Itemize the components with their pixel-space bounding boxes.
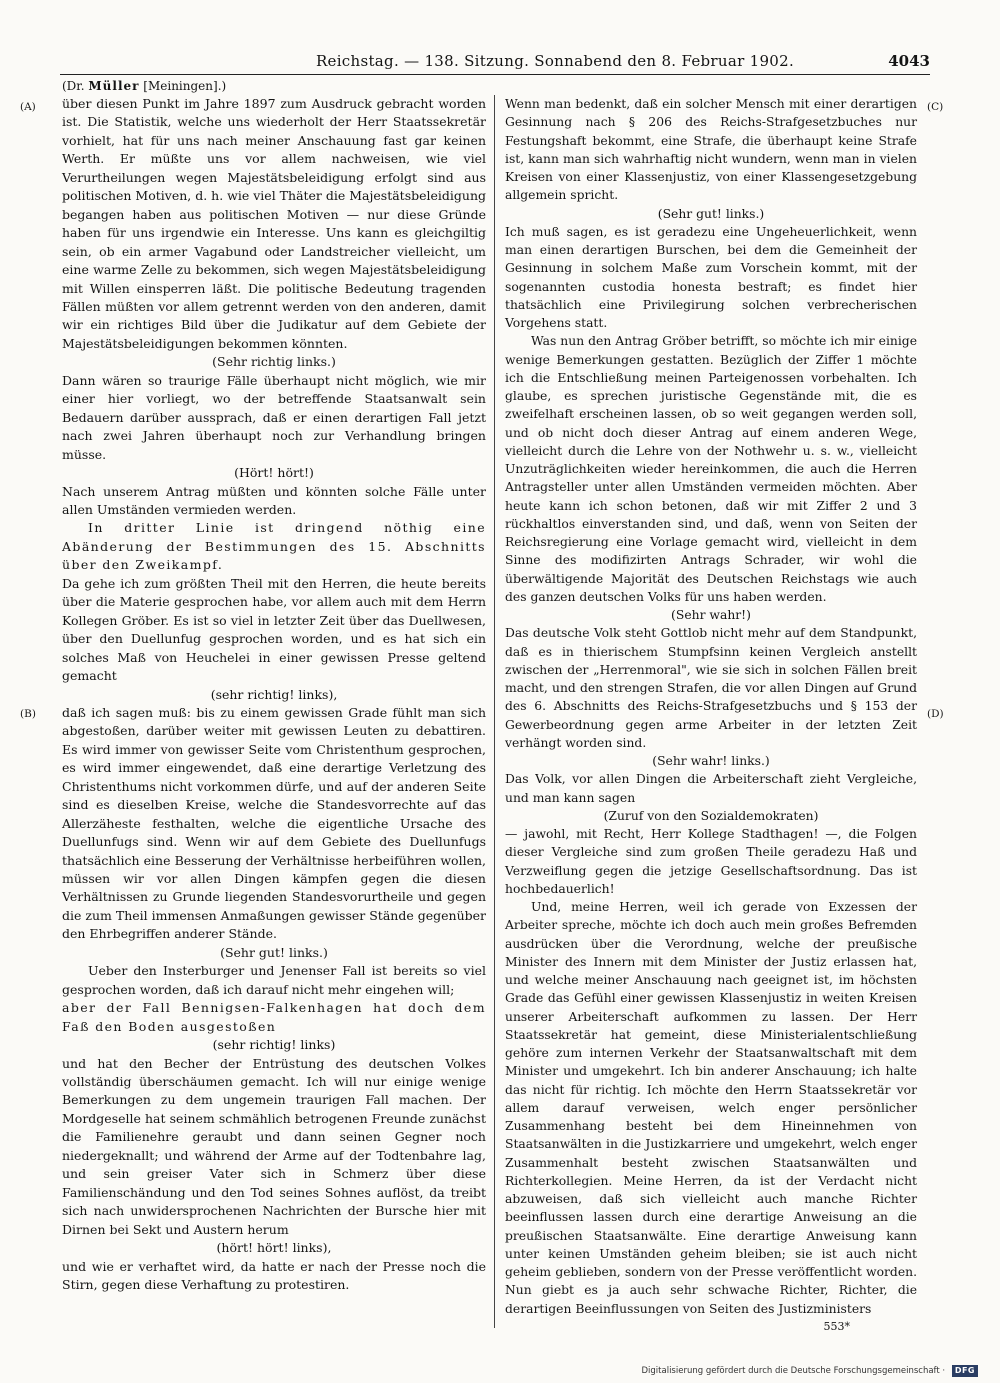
paragraph: Und, meine Herren, weil ich gerade von Exzessen der Arbeiter spreche, möchte ich doch auch mein großes Befremden ausdrücken über die Verordnung, welche der preußische Minister des Innern mit dem Minister der Justiz erlassen hat, und welche meiner Anschauung nach geeignet ist, im höchsten Grade das Gefühl einer gewissen Klassenjustiz in weiten Kreisen unserer Arbeiterschaft aufkommen zu lassen. Der Herr Staatssekretär hat gemeint, diese Ministerialentschließung gehöre zum internen Verkehr der Staatsanwaltschaft mit dem Minister und umgekehrt. Ich bin anderer Anschauung; ich halte das nicht für richtig. Ich möchte den Herrn Staatssekretär vor allem darauf verweisen, welch enger persönlicher Zusammenhang besteht bei dem Hineinnehmen von Staatsanwälten in die Justizkarriere und umgekehrt, welch enger Zusammenhalt besteht zwischen Staatsanwälten und Richterkollegien. Meine Herren, da ist der Verdacht nicht abzuweisen, daß sich vielleicht auch manche Richter beeinflussen lassen durch eine derartige Anweisung an die preußischen Staatsanwälte. Eine derartige Anweisung kann unter keinen Umständen geheim bleiben; sie ist auch nicht geheim geblieben, sondern von der Presse veröffentlicht worden. Nun giebt es ja auch sehr schwache Richter, Richter, die derartigen Beeinflussungen von Seiten des Justizministers [505, 900, 917, 1316]
page-number: 4043 [888, 52, 930, 70]
interjection: (Sehr gut! links.) [220, 944, 328, 960]
margin-mark-a: (A) [20, 101, 36, 113]
interjection: (Sehr gut! links.) [657, 206, 765, 221]
interjection: (Zuruf von den Sozialdemokraten) [603, 808, 819, 823]
interjection: (Sehr richtig links.) [212, 354, 336, 370]
paragraph: Das Volk, vor allen Dingen die Arbeiterschaft zieht Vergleiche, und man kann sagen [505, 772, 917, 805]
paragraph: Was nun den Antrag Gröber betrifft, so möchte ich mir einige wenige Bemerkungen gestatten. Bezüglich der Ziffer 1 möchte ich die Entschließung meinen Parteigenossen vorbehalten. Ich glaube, es sprechen juristische Gegenstände mit, die es zweifelhaft erscheinen lassen, ob so weit gegangen werden soll, und ob nicht doch dieser Antrag auf einem anderen Wege, vielleicht durch die Lehre von der Nothwehr u. s. w., vielleicht Unzuträglichkeiten wieder hereinkommen, die auch die Herren Antragsteller unter allen Umständen vermeiden möchten. Aber heute kann ich schon betonen, daß wir mit Ziffer 2 und 3 rückhaltlos einverstanden sind, und daß, wenn von Seiten der Reichsregierung eine Vorlage gemacht wird, vielleicht in dem Sinne des modifizirten Antrags Schrader, wir wohl die überwältigende Majorität des Deutschen Reichstags wie auch des ganzen deutschen Volks für uns haben werden. [505, 334, 917, 604]
signature-mark: 553* [823, 1320, 850, 1333]
margin-mark-c: (C) [927, 101, 944, 113]
speaker-name: Müller [88, 79, 140, 93]
interjection: (Sehr wahr! links.) [652, 754, 770, 768]
interjection: (hört! hört! links), [216, 1240, 332, 1256]
paragraph: Da gehe ich zum größten Theil mit den Herren, die heute bereits über die Materie gesprochen habe, vor allem auch mit dem Herrn Kollegen Gröber. Es ist so viel in letzter Zeit über das Duellwesen, über den Duellunfug gesprochen worden, und es hat sich ein solches Maß von Heuchelei in einer gewissen Presse geltend gemacht [62, 575, 486, 684]
footer-text: Digitalisierung gefördert durch die Deutsche Forschungsgemeinschaft · [641, 1366, 946, 1376]
page-header [60, 48, 930, 75]
paragraph: über diesen Punkt im Jahre 1897 zum Ausdruck gebracht worden ist. Die Statistik, welche uns wiederholt der Herr Staatssekretär vorhielt, hat für uns nach meiner Anschauung fast gar keinen Werth. Er müßte uns vor allem nachweisen, wie viel Verurtheilungen wegen Majestätsbeleidigung erfolgt sind aus politischen Motiven, d. h. wie viel Thäter die Majestätsbeleidigung begangen haben aus politischen Motiven — nur diese Gründe haben für uns irgendwie ein Interesse. Uns kann es gleichgiltig sein, ob ein armer Vagabund oder Landstreicher vielleicht, um eine warme Zelle zu bekommen, sich wegen Majestätsbeleidigung mit Willen einsperren läßt. Die politische Bedeutung tragenden Fällen müßten vor allem getrennt werden von den anderen, damit wir ein richtiges Bild über die Judikatur auf dem Gebiete der Majestätsbeleidigungen bekommen könnten. [62, 96, 487, 351]
speaker-line [62, 78, 226, 94]
margin-mark-b: (B) [20, 708, 36, 720]
paragraph: — jawohl, mit Recht, Herr Kollege Stadthagen! —, die Folgen dieser Vergleiche sind zum großen Theile geradezu Haß und Verzweiflung gegen die jetzige Gesellschaftsordnung. Das ist hochbedauerlich! [505, 827, 917, 896]
interjection: (sehr richtig! links), [210, 686, 338, 702]
speaker-suffix: [Meiningen].) [143, 79, 227, 93]
margin-mark-d: (D) [927, 708, 944, 720]
paragraph: Dann wären so traurige Fälle überhaupt nicht möglich, wie mir einer hier vorliegt, wo der betreffende Staatsanwalt sein Bedauern darüber aussprach, daß er einen derartigen Fall jetzt nach zwei Jahren überhaupt noch zur Verhandlung bringen müsse. [62, 372, 486, 462]
left-column [62, 95, 486, 1294]
paragraph: daß ich sagen muß: bis zu einem gewissen Grade fühlt man sich abgestoßen, darüber weiter mit gewissen Leuten zu debattiren. Es wird immer von gewisser Seite vom Christenthum gesprochen, es wird immer eingewendet, daß eine derartige Verletzung des Christenthums nicht vorkommen dürfe, und auf der anderen Seite sind es dieselben Kreise, welche die Standesvorrechte auf das Allerzäheste festhalten, welche die eigentliche Ursache des Duellunfugs sind. Wenn wir auf dem Gebiete des Duellunfugs thatsächlich eine Besserung der Verhältnisse herbeiführen wollen, müssen wir vor allen Dingen kämpfen gegen die diesen Verhältnissen zu Grunde liegenden Standesvorurtheile und gegen die zum Theil immensen Anmaßungen gewisser Stände gegenüber den Ehrbegriffen anderer Stände. [62, 704, 486, 942]
paragraph: Ueber den Insterburger und Jenenser Fall ist bereits so viel gesprochen worden, daß ich darauf nicht mehr eingehen will; [62, 963, 486, 997]
footer [520, 1364, 978, 1378]
paragraph-spaced: In dritter Linie ist dringend nöthig eine Abänderung der Bestimmungen des 15. Abschnitts über den Zweikampf. [62, 520, 486, 573]
paragraph: Ich muß sagen, es ist geradezu eine Ungeheuerlichkeit, wenn man einen derartigen Burschen, bei dem die Gemeinheit der Gesinnung in solchem Maße zum Vorschein kommt, mit der sogenannten custodia honesta bestraft; es findet hier thatsächlich eine Privilegirung solchen verbrecherischen Vorgehens statt. [505, 224, 917, 330]
interjection: (Sehr wahr!) [671, 608, 751, 622]
speaker-prefix: (Dr. [62, 79, 85, 93]
running-title: Reichstag. — 138. Sitzung. Sonnabend den 8. Februar 1902. [315, 52, 795, 70]
right-column [505, 95, 917, 1318]
interjection: (Hört! hört!) [234, 465, 314, 481]
paragraph: und wie er verhaftet wird, da hatte er nach der Presse noch die Stirn, gegen diese Verhaftung zu protestiren. [62, 1258, 486, 1292]
paragraph: Nach unserem Antrag müßten und könnten solche Fälle unter allen Umständen vermieden werden. [62, 483, 486, 517]
dfg-logo: DFG [952, 1365, 978, 1377]
interjection: (sehr richtig! links) [212, 1037, 336, 1053]
paragraph: und hat den Becher der Entrüstung des deutschen Volkes vollständig überschäumen gemacht. Ich will nur einige wenige Bemerkungen zu dem ungemein traurigen Fall machen. Der Mordgeselle hat seinem schmählich betrogenen Freunde zunächst die Familienehre geraubt und dann seinen Gegner noch niedergeknallt; und während der Arme auf der Todtenbahre lag, und sein greiser Vater sich in Schmerz über diese Familienschändung und den Tod seines Sohnes auflöst, da treibt sich nach unwidersprochenen Nachrichten der Bursche hier mit Dirnen bei Sekt und Austern herum [62, 1055, 486, 1237]
paragraph: Das deutsche Volk steht Gottlob nicht mehr auf dem Standpunkt, daß es in thierischem Stumpfsinn keinen Vergleich anstellt zwischen der „Herrenmoral", wie sie sich in solchen Fällen breit macht, und den strengen Strafen, die vor allen Dingen auf Grund des 6. Abschnitts des Reichs-Strafgesetzbuchs und § 153 der Gewerbeordnung gegen arme Arbeiter in der letzten Zeit verhängt worden sind. [505, 626, 917, 750]
paragraph: Wenn man bedenkt, daß ein solcher Mensch mit einer derartigen Gesinnung nach § 206 des Reichs-Strafgesetzbuches nur Festungshaft bekommt, eine Strafe, die überhaupt keine Strafe ist, kann man sich wahrhaftig nicht wundern, wenn man in vielen Kreisen von einer Klassenjustiz, von einer Klassengesetzgebung allgemein spricht. [505, 97, 917, 203]
column-divider [494, 95, 495, 1328]
paragraph-spaced: aber der Fall Bennigsen-Falkenhagen hat doch dem Faß den Boden ausgestoßen [62, 1000, 486, 1034]
